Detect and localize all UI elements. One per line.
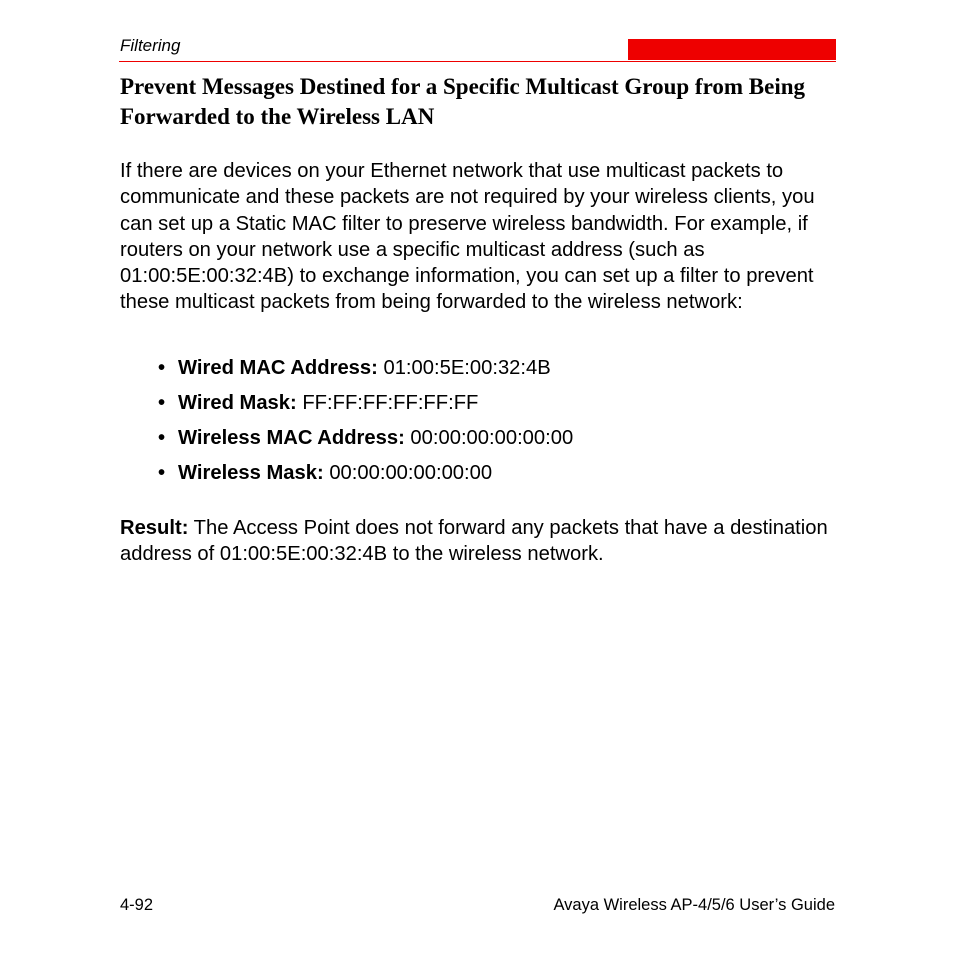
setting-label: Wired Mask: (178, 392, 297, 414)
setting-label: Wired MAC Address: (178, 357, 378, 379)
list-item (158, 390, 573, 425)
bullet-icon: • (158, 392, 166, 414)
guide-title: Avaya Wireless AP-4/5/6 User’s Guide (553, 896, 835, 914)
setting-value: 01:00:5E:00:32:4B (383, 357, 551, 379)
bullet-icon: • (158, 462, 166, 484)
list-item (158, 355, 573, 390)
intro-paragraph: If there are devices on your Ethernet network that use multicast packets to communicate and these packets are not required by your wireless clients, you can set up a Static MAC filter to preserve wireless bandwidth. For example, if routers on your network use a specific multicast address (such as 01:00:5E:00:32:4B) to exchange information, you can set up a filter to prevent these multicast packets from being forwarded to the wireless network: (120, 160, 815, 314)
header-accent-bar (628, 39, 836, 60)
setting-value: 00:00:00:00:00:00 (329, 462, 493, 484)
result-label: Result: (120, 517, 189, 539)
bullet-icon: • (158, 427, 166, 449)
setting-value: 00:00:00:00:00:00 (410, 427, 574, 449)
page-number: 4-92 (120, 896, 154, 914)
bullet-icon: • (158, 357, 166, 379)
filter-settings-list (158, 355, 573, 495)
setting-value: FF:FF:FF:FF:FF:FF (302, 392, 479, 414)
section-heading: Prevent Messages Destined for a Specific Multicast Group from Being Forwarded to the Wireless LAN (120, 74, 806, 129)
setting-label: Wireless MAC Address: (178, 427, 405, 449)
list-item (158, 425, 573, 460)
setting-label: Wireless Mask: (178, 462, 324, 484)
result-paragraph (120, 515, 850, 568)
result-text: The Access Point does not forward any packets that have a destination address of 01:00:5E:00:32:4B to the wireless network. (120, 517, 828, 566)
header-rule (119, 61, 836, 62)
running-header-title: Filtering (120, 36, 181, 55)
list-item (158, 460, 573, 495)
